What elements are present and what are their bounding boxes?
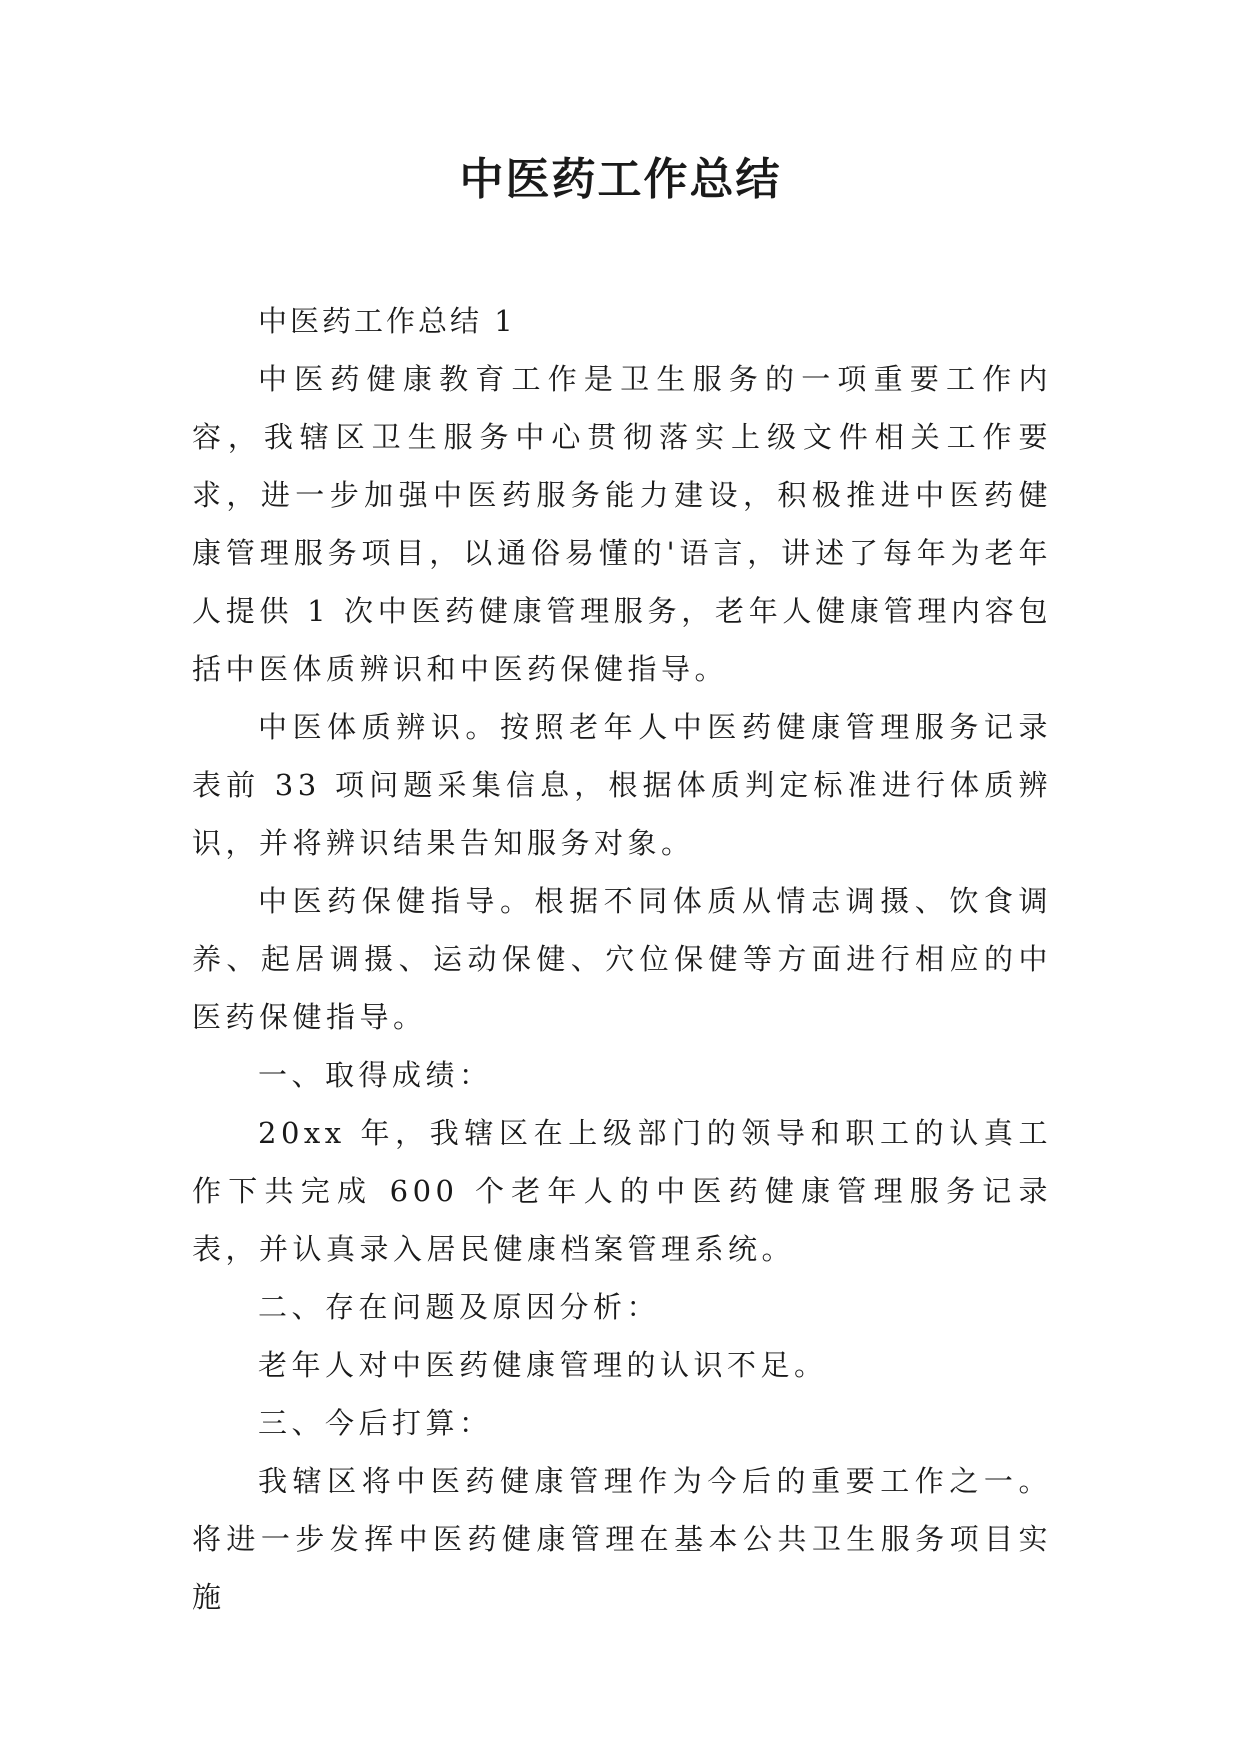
section-heading: 三、今后打算： bbox=[258, 1406, 493, 1440]
section-heading: 二、存在问题及原因分析： bbox=[258, 1290, 661, 1324]
section-heading: 中医药工作总结 1 bbox=[258, 304, 516, 338]
document-title: 中医药工作总结 bbox=[459, 154, 782, 205]
paragraph: 20xx 年，我辖区在上级部门的领导和职工的认真工作下共完成 600 个老年人的中医药健康管理服务记录表，并认真录入居民健康档案管理系统。 bbox=[192, 1116, 1052, 1266]
document-body bbox=[192, 292, 1052, 1626]
paragraph: 老年人对中医药健康管理的认识不足。 bbox=[258, 1348, 828, 1382]
section-heading: 一、取得成绩： bbox=[258, 1058, 493, 1092]
paragraph: 中医药保健指导。根据不同体质从情志调摄、饮食调养、起居调摄、运动保健、穴位保健等方面进行相应的中医药保健指导。 bbox=[192, 884, 1052, 1034]
paragraph: 我辖区将中医药健康管理作为今后的重要工作之一。将进一步发挥中医药健康管理在基本公共卫生服务项目实施 bbox=[192, 1464, 1052, 1614]
paragraph: 中医体质辨识。按照老年人中医药健康管理服务记录表前 33 项问题采集信息，根据体质判定标准进行体质辨识，并将辨识结果告知服务对象。 bbox=[192, 710, 1052, 860]
paragraph: 中医药健康教育工作是卫生服务的一项重要工作内容，我辖区卫生服务中心贯彻落实上级文件相关工作要求，进一步加强中医药服务能力建设，积极推进中医药健康管理服务项目，以通俗易懂的'语言，讲述了每年为老年人提供 1 次中医药健康管理服务，老年人健康管理内容包括中医体质辨识和中医药保健指导。 bbox=[192, 362, 1052, 686]
